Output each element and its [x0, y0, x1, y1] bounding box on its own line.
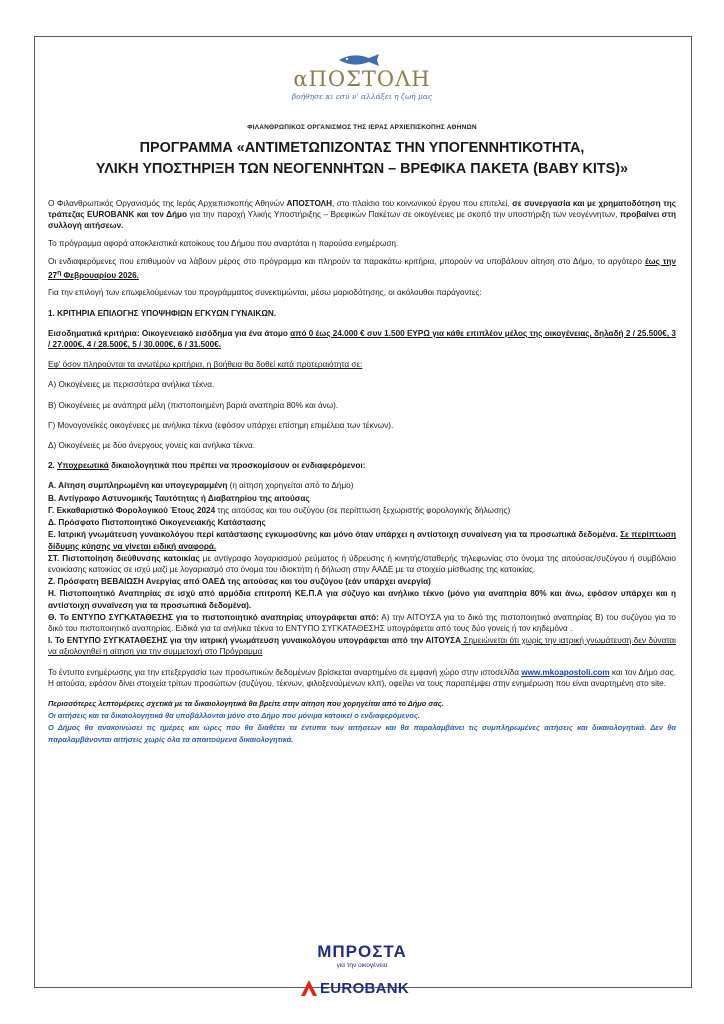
priority-item: Α) Οικογένειες με περισσότερα ανήλικα τέκνα. — [48, 380, 215, 390]
item-st-note: με αντίγραφο λογαριασμού ρεύματος ή ύδρευσης ή κινητής/σταθερής τηλεφωνίας στο όνομα της αιτούσας/συζύγου ή συμβόλαιο ενοικίασης κατοικίας σε ισχύ μαζί με λογαριασμό στο όνομα του ιδιοκτήτη ή δήλωση στην ΑΑΔΕ με τα στοιχεία μίσθωσης της κατοικίας. — [48, 553, 676, 574]
eurobank-name: EUROBANK — [320, 980, 410, 997]
document-item-e — [48, 529, 676, 551]
title-line-2: ΥΛΙΚΗ ΥΠΟΣΤΗΡΙΞΗ ΤΩΝ ΝΕΟΓΕΝΝΗΤΩΝ – ΒΡΕΦΙΚΑ ΠΑΚΕΤΑ (BABY KITS)» — [95, 161, 629, 177]
document-body — [48, 198, 676, 746]
mprosta-tagline: για την οικογένεια — [336, 962, 388, 969]
section2-heading — [48, 460, 676, 471]
gdpr-text: Το έντυπο ενημέρωσης για την επεξεργασία των προσωπικών δεδομένων βρίσκεται αναρτημένο σε εμφανή χώρο στην ιστοσελίδα — [48, 667, 522, 677]
municipality-note: Ο Δήμος θα ανακοινώσει τις ημέρες και ώρες που θα διαθέτει τα έντυπα των αιτήσεων και θα παραλαμβάνει τις συμπληρωμένες αιτήσεις και δικαιολογητικά. Δεν θα παραλαμβάνονται αιτήσεις χωρίς όλα τα απαιτούμενα δικαιολογητικά. — [48, 723, 676, 744]
section2-number: 2. — [48, 461, 57, 471]
document-title — [40, 138, 684, 180]
income-criteria — [48, 328, 676, 350]
title-line-1: ΠΡΟΓΡΑΜΜΑ «ΑΝΤΙΜΕΤΩΠΙΖΟΝΤΑΣ ΤΗΝ ΥΠΟΓΕΝΝΗΤΙΚΟΤΗΤΑ, — [139, 140, 585, 156]
item-th-note: Α) την ΑΙΤΟΥΣΑ για το δικό της πιστοποιητικό αναπηρίας Β) του συζύγου για το δικό του πιστοποιητικό αναπηρίας. Ειδικά για τα ανήλικα τέκνα το ΕΝΤΥΠΟ ΣΥΓΚΑΤΑΘΕΣΗΣ υπογράφεται από τους δύο γονείς ή τον κηδεμόνα . — [48, 612, 676, 633]
deadline-text: Οι ενδιαφερόμενες που επιθυμούν να λάβουν μέρος στο πρόγραμμα και πληρούν τα παρακάτω κριτήρια, μπορούν να υποβάλουν αίτηση στο Δήμο, το αργότερο — [48, 256, 645, 266]
priority-item: Β) Οικογένειες με ανάπηρα μέλη (πιστοποιημένη βαριά αναπηρία 80% και άνω). — [48, 400, 339, 410]
eligibility-paragraph: Το πρόγραμμα αφορά αποκλειστικά κατοίκους του Δήμου που αναρτάται η παρούσα ενημέρωση. — [48, 239, 399, 249]
item-a-note: (η αίτηση χορηγείται από το Δήμο) — [227, 481, 354, 491]
selection-paragraph: Για την επιλογή των επωφελούμενων του προγράμματος συνεκτιμώνται, μέσω μοριοδότησης, οι ακόλουθοι παράγοντες: — [48, 288, 482, 298]
apostoli-logo — [0, 52, 724, 101]
logo-tagline: βοήθησε κι εσύ ν' αλλάξει η ζωή μας — [291, 92, 433, 101]
intro-sponsor: σε συνεργασία και με χρηματοδότηση της τράπεζας EUROBANK και τον Δήμο — [48, 199, 676, 220]
intro-org: ΑΠΟΣΤΟΛΗ — [286, 199, 332, 208]
document-item-th — [48, 612, 676, 634]
intro-text: για την παροχή Υλικής Υποστήριξης – Βρεφικών Πακέτων σε οικογένειες με σκοπό την υποστήριξη των νεογέννητων, — [187, 210, 620, 220]
priority-intro: Εφ' όσον πληρούνται τα ανωτέρω κριτήρια, η βοήθεια θα δοθεί κατά προτεραιότητα σε: — [48, 360, 363, 370]
submission-note: Οι αιτήσεις και τα δικαιολογητικά θα υποβάλλονται μόνο στο Δήμο που μόνιμα κατοικεί ο ενδιαφερόμενος. — [48, 711, 420, 721]
item-i-note: Σημειώνεται ότι χωρίς την ιατρική γνωμάτευση δεν δύναται να αξιολογηθεί η αίτηση για την συμμετοχή στο Πρόγραμμα — [48, 636, 676, 657]
document-item-d: Δ. Πρόσφατο Πιστοποιητικό Οικογενειακής Κατάστασης — [48, 518, 266, 528]
intro-text: Ο Φιλανθρωπικός Οργανισμός της Ιεράς Αρχιεπισκοπής Αθηνών — [48, 199, 287, 208]
income-thresholds: από 0 έως 24.000 € συν 1.500 ΕΥΡΩ για κάθε επιπλέον μέλος της οικογένειας, δηλαδή 2 / 25.500€, 3 / 27.000€, 4 / 28.500€, 5 / 30.000€, 6 / 31.500€. — [48, 328, 676, 350]
deadline-sup: η — [57, 269, 62, 277]
logo-name: αΠΟΣΤΟΛΗ — [293, 67, 431, 91]
item-a-bold: Α. Αίτηση συμπληρωμένη και υπογεγραμμένη — [48, 481, 228, 491]
document-item-h: Η. Πιστοποιητικό Αναπηρίας σε ισχύ από αρμόδια επιτροπή ΚΕ.Π.Α για σύζυγο και ανήλικο τέκνο (μόνο για αναπηρία 80% και άνω, εφόσον υπάρχει και η αντίστοιχη συναίνεση για τα προσωπικά δεδομένα). — [48, 589, 676, 610]
item-g-note: της αιτούσας και του συζύγου (σε περίπτωση ξεχωριστής φορολογικής δήλωσης) — [215, 505, 511, 515]
details-note: Περισσότερες λεπτομέρειες σχετικά με τα δικαιολογητικά θα βρείτε στην αίτηση που χορηγείται από το Δήμο σας. — [48, 698, 444, 708]
document-item-i — [48, 635, 676, 657]
item-e-twins: Σε περίπτωση δίδυμης κύησης να γίνεται ειδική αναφορά. — [48, 530, 677, 551]
income-label: Εισοδηματικά κριτήρια: Οικογενειακό εισόδημα για ένα άτομο — [48, 328, 291, 338]
item-st-bold: ΣΤ. Πιστοποίηση διεύθυνσης κατοικίας — [48, 553, 200, 563]
document-item-b: Β. Αντίγραφο Αστυνομικής Ταυτότητας ή Διαβατηρίου της αιτούσας — [48, 493, 310, 503]
document-item-g — [48, 505, 676, 516]
section1-heading: 1. ΚΡΙΤΗΡΙΑ ΕΠΙΛΟΓΗΣ ΥΠΟΨΗΦΙΩΝ ΕΓΚΥΩΝ ΓΥΝΑΙΚΩΝ. — [48, 308, 277, 318]
document-item-z: Ζ. Πρόσφατη ΒΕΒΑΙΩΣΗ Ανεργίας από ΟΑΕΔ της αιτούσας και του συζύγου (εάν υπάρχει ανεργία) — [48, 577, 431, 587]
eurobank-logo — [300, 978, 440, 1000]
item-e-text: Ε. Ιατρική γνωμάτευση γυναικολόγου περί κατάστασης εγκυμοσύνης και μόνο όταν υπάρχει η αντίστοιχη συναίνεση για τα προσωπικά δεδομένα. — [48, 530, 621, 540]
priority-item: Δ) Οικογένειες με δύο άνεργους γονείς και ανήλικα τέκνα. — [48, 441, 255, 451]
gdpr-text: και τον Δήμο σας. Η αιτούσα, εφόσον δίνει στοιχεία τρίτων προσώπων (συζύγου, τέκνων, φιλοξενούμενων κλπ), οφείλει να τους παραπέμψει στην ενημέρωση που είναι αναρτημένη στο site. — [48, 667, 676, 688]
item-g-bold: Γ. Εκκαθαριστικό Φορολογικού Έτους 2024 — [48, 505, 216, 515]
deadline-month: Φεβρουαρίου 2026. — [61, 270, 139, 280]
item-th-bold: Θ. Το ΕΝΤΥΠΟ ΣΥΓΚΑΤΑΘΕΣΗΣ για το πιστοποιητικό αναπηρίας υπογράφεται από: — [48, 612, 379, 622]
mprosta-logo: ΜΠΡΟΣΤΑ — [317, 942, 407, 961]
intro-action: προβαίνει στη συλλογή αιτήσεων. — [48, 210, 676, 231]
gdpr-paragraph — [48, 667, 676, 689]
website-link[interactable]: www.mkoapostoli.com — [521, 667, 610, 677]
document-item-st — [48, 553, 676, 575]
organization-line: ΦΙΛΑΝΘΡΩΠΙΚΟΣ ΟΡΓΑΝΙΣΜΟΣ ΤΗΣ ΙΕΡΑΣ ΑΡΧΙΕΠΙΣΚΟΠΗΣ ΑΘΗΝΩΝ — [247, 124, 477, 131]
fish-icon — [335, 52, 389, 68]
intro-text: , στο πλαίσιο του κοινωνικού έργου που επιτελεί, — [332, 199, 513, 208]
deadline-day: έως την 27 — [48, 256, 676, 280]
section2-mandatory: Υποχρεωτικά — [56, 461, 109, 471]
priority-item: Γ) Μονογονεϊκές οικογένειες με ανήλικα τέκνα (εφόσον υπάρχει επίσημη επιμέλεια των τέκνων). — [48, 420, 394, 430]
section2-title: δικαιολογητικά που πρέπει να προσκομίσουν οι ενδιαφερόμενοι: — [108, 461, 366, 471]
item-i-bold: Ι. Το ΕΝΤΥΠΟ ΣΥΓΚΑΤΑΘΕΣΗΣ για την ιατρική γνωμάτευση γυναικολόγου υπογράφεται από την ΑΙΤΟΥΣΑ — [48, 636, 461, 646]
deadline-paragraph — [48, 256, 676, 281]
intro-paragraph — [48, 198, 676, 232]
document-item-a — [48, 480, 676, 491]
eurobank-mark-icon — [300, 979, 318, 997]
